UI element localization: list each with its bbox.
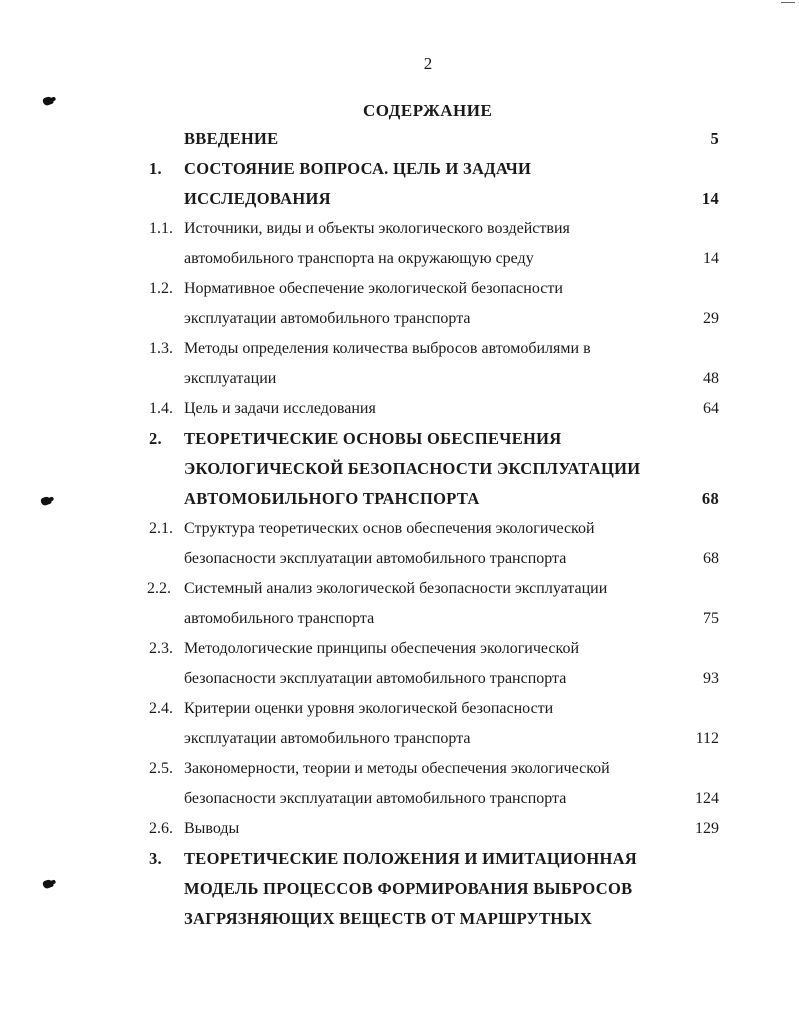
toc-entry-text: безопасности эксплуатации автомобильного транспорта bbox=[184, 550, 567, 567]
toc-entry-line bbox=[0, 544, 799, 574]
toc-entry-number: 2.6. bbox=[149, 820, 173, 837]
toc-entry-line bbox=[0, 634, 799, 664]
toc-entry-line bbox=[0, 574, 799, 604]
toc-entry-text: ВВЕДЕНИЕ bbox=[184, 129, 279, 148]
toc-entry-page: 68 bbox=[701, 489, 719, 508]
toc-entry-text: автомобильного транспорта bbox=[184, 610, 375, 627]
toc-entry-page: 75 bbox=[703, 610, 719, 627]
toc-entry-text: Системный анализ экологической безопасности эксплуатации bbox=[184, 580, 608, 597]
toc-entry-text: АВТОМОБИЛЬНОГО ТРАНСПОРТА bbox=[184, 489, 480, 508]
toc-entry-line bbox=[0, 124, 799, 154]
toc-entry-line bbox=[0, 844, 799, 874]
toc-entry-number: 2.4. bbox=[149, 700, 173, 717]
toc-entry-line bbox=[0, 514, 799, 544]
toc-entry-page: 93 bbox=[703, 670, 719, 687]
toc-entry-line bbox=[0, 334, 799, 364]
toc-entry-text: Нормативное обеспечение экологической безопасности bbox=[184, 280, 563, 297]
toc-entry-text: ЗАГРЯЗНЯЮЩИХ ВЕЩЕСТВ ОТ МАРШРУТНЫХ bbox=[184, 909, 593, 928]
toc-entry-text: Цель и задачи исследования bbox=[184, 400, 376, 417]
toc-entry-line bbox=[0, 394, 799, 424]
scan-artifact bbox=[781, 2, 795, 3]
toc-entry-line bbox=[0, 244, 799, 274]
toc-entry-number: 2.3. bbox=[149, 640, 173, 657]
binding-hole-mark bbox=[42, 96, 54, 107]
toc-entry-line bbox=[0, 484, 799, 514]
toc-entry-text: СОСТОЯНИЕ ВОПРОСА. ЦЕЛЬ И ЗАДАЧИ bbox=[184, 159, 532, 178]
toc-entry-number: 2. bbox=[149, 429, 162, 448]
toc-entry-line bbox=[0, 784, 799, 814]
toc-title: СОДЕРЖАНИЕ bbox=[363, 101, 493, 120]
toc-entry-page: 112 bbox=[695, 730, 719, 747]
toc-entry-line bbox=[0, 184, 799, 214]
toc-entry-text: ИССЛЕДОВАНИЯ bbox=[184, 189, 331, 208]
toc-entry-line bbox=[0, 814, 799, 844]
toc-entry-line bbox=[0, 604, 799, 634]
table-of-contents bbox=[0, 124, 799, 934]
toc-entry-line bbox=[0, 724, 799, 754]
toc-entry-number: 3. bbox=[149, 849, 162, 868]
toc-entry-line bbox=[0, 694, 799, 724]
toc-entry-line bbox=[0, 274, 799, 304]
toc-entry-text: Источники, виды и объекты экологического воздействия bbox=[184, 220, 570, 237]
toc-entry-page: 48 bbox=[703, 370, 719, 387]
toc-entry-text: Закономерности, теории и методы обеспечения экологической bbox=[184, 760, 610, 777]
toc-entry-page: 68 bbox=[703, 550, 719, 567]
toc-entry-text: Методологические принципы обеспечения экологической bbox=[184, 640, 580, 657]
toc-entry-page: 5 bbox=[710, 129, 719, 148]
toc-entry-line bbox=[0, 364, 799, 394]
toc-entry-text: эксплуатации автомобильного транспорта bbox=[184, 310, 471, 327]
toc-entry-text: Выводы bbox=[184, 820, 240, 837]
toc-entry-text: Методы определения количества выбросов автомобилями в bbox=[184, 340, 591, 357]
toc-entry-text: эксплуатации автомобильного транспорта bbox=[184, 730, 471, 747]
toc-entry-text: ЭКОЛОГИЧЕСКОЙ БЕЗОПАСНОСТИ ЭКСПЛУАТАЦИИ bbox=[184, 459, 641, 478]
toc-entry-number: 1.3. bbox=[149, 340, 173, 357]
toc-entry-page: 129 bbox=[695, 820, 719, 837]
toc-entry-line bbox=[0, 154, 799, 184]
toc-entry-page: 29 bbox=[703, 310, 719, 327]
toc-entry-line bbox=[0, 424, 799, 454]
toc-entry-number: 2.5. bbox=[149, 760, 173, 777]
toc-entry-text: Критерии оценки уровня экологической безопасности bbox=[184, 700, 554, 717]
toc-entry-page: 14 bbox=[701, 189, 719, 208]
toc-entry-line bbox=[0, 664, 799, 694]
toc-entry-number: 1.1. bbox=[149, 220, 173, 237]
toc-entry-page: 14 bbox=[703, 250, 719, 267]
toc-entry-text: безопасности эксплуатации автомобильного транспорта bbox=[184, 670, 567, 687]
toc-entry-text: автомобильного транспорта на окружающую среду bbox=[184, 250, 534, 267]
toc-entry-text: безопасности эксплуатации автомобильного транспорта bbox=[184, 790, 567, 807]
toc-entry-number: 1. bbox=[149, 159, 162, 178]
toc-entry-line bbox=[0, 904, 799, 934]
toc-entry-text: эксплуатации bbox=[184, 370, 277, 387]
toc-entry-line bbox=[0, 754, 799, 784]
toc-entry-number: 2.2. bbox=[147, 580, 171, 597]
toc-entry-line bbox=[0, 214, 799, 244]
page-number: 2 bbox=[423, 54, 433, 73]
toc-entry-line bbox=[0, 304, 799, 334]
toc-entry-text: ТЕОРЕТИЧЕСКИЕ ОСНОВЫ ОБЕСПЕЧЕНИЯ bbox=[184, 429, 562, 448]
toc-entry-line bbox=[0, 454, 799, 484]
toc-entry-text: МОДЕЛЬ ПРОЦЕССОВ ФОРМИРОВАНИЯ ВЫБРОСОВ bbox=[184, 879, 633, 898]
toc-entry-number: 2.1. bbox=[149, 520, 173, 537]
toc-entry-line bbox=[0, 874, 799, 904]
toc-entry-text: ТЕОРЕТИЧЕСКИЕ ПОЛОЖЕНИЯ И ИМИТАЦИОННАЯ bbox=[184, 849, 638, 868]
toc-entry-text: Структура теоретических основ обеспечения экологической bbox=[184, 520, 595, 537]
toc-entry-page: 64 bbox=[703, 400, 719, 417]
toc-entry-number: 1.4. bbox=[149, 400, 173, 417]
toc-entry-page: 124 bbox=[695, 790, 719, 807]
toc-entry-number: 1.2. bbox=[149, 280, 173, 297]
